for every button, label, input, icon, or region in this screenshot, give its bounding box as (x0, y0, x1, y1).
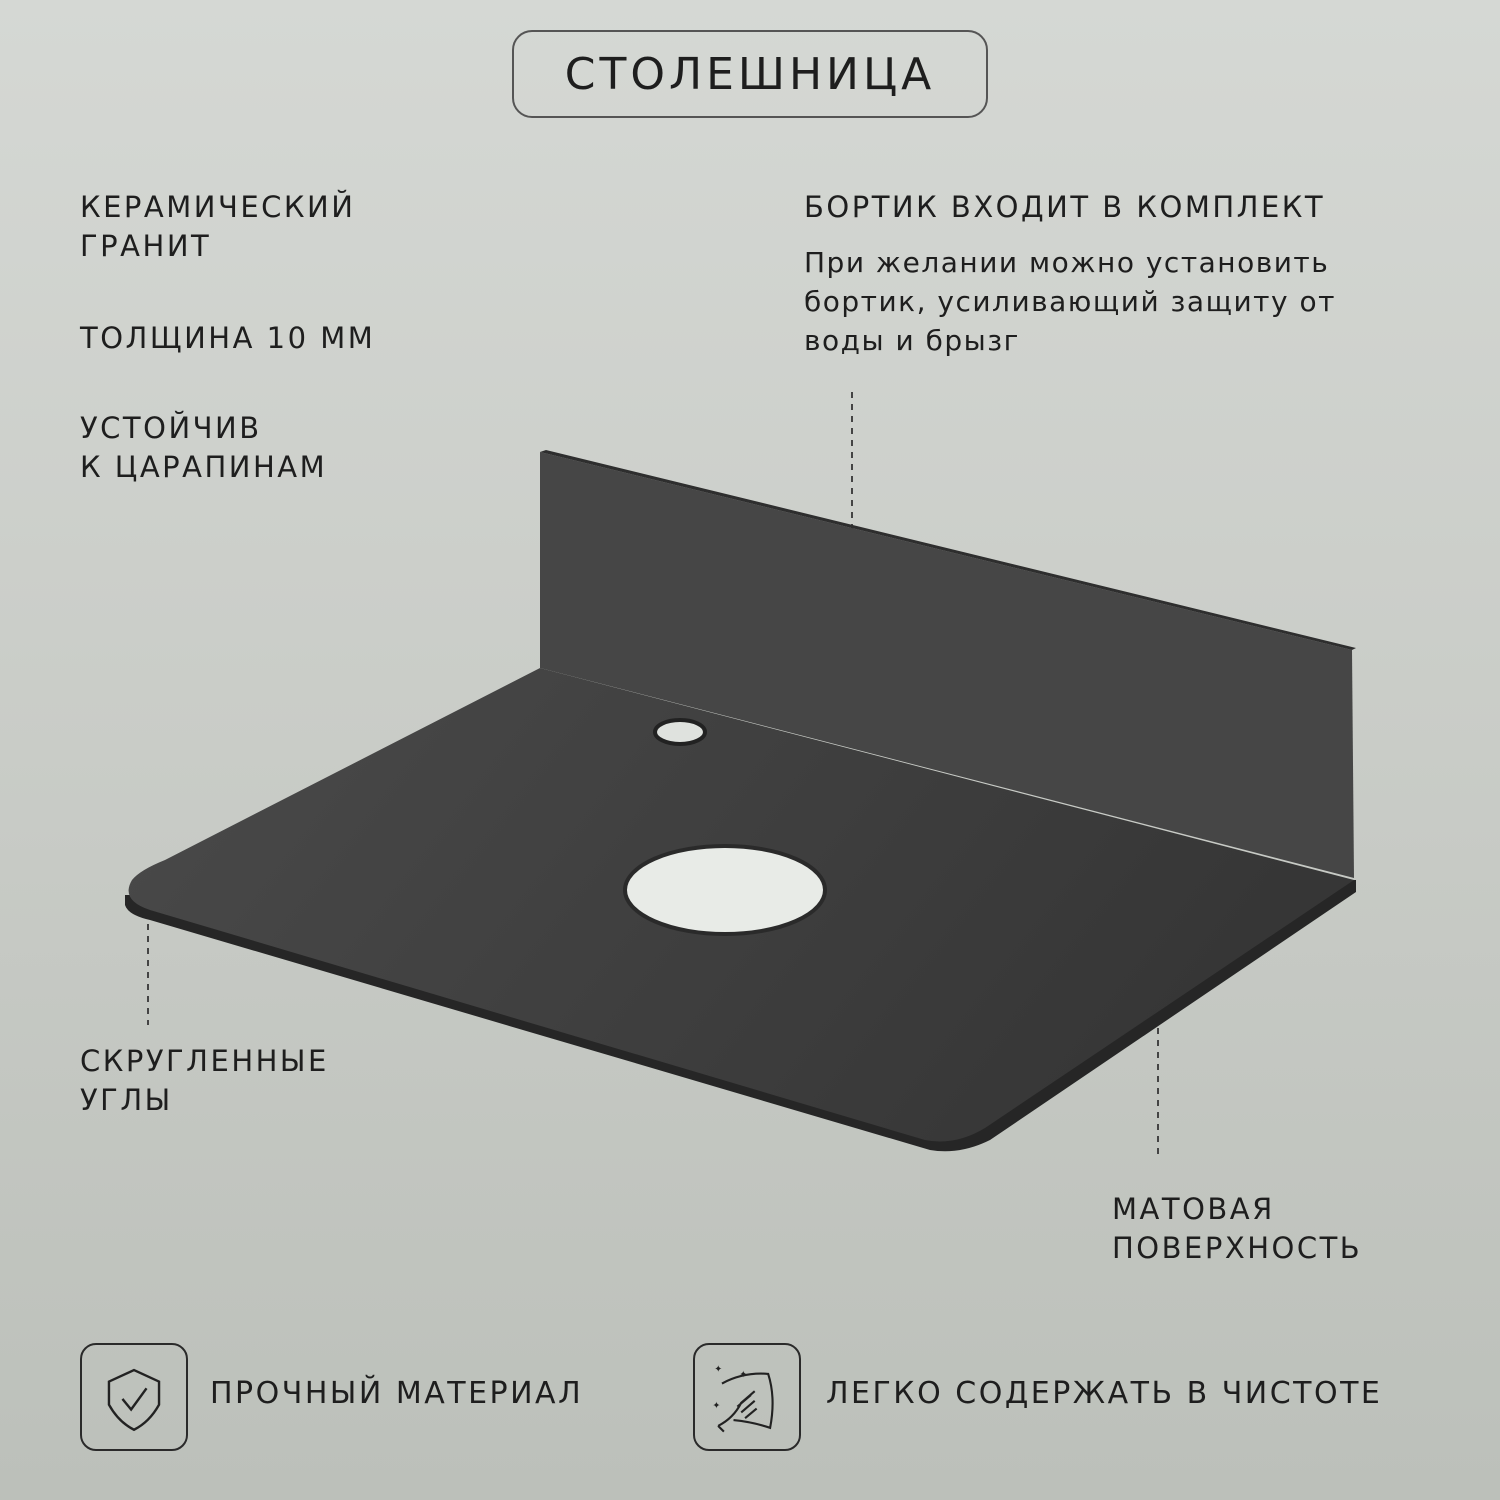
scratch-line: УСТОЙЧИВ (80, 411, 262, 445)
faucet-hole (655, 720, 705, 744)
hand-cloth-icon (693, 1343, 801, 1451)
page-title: СТОЛЕШНИЦА (512, 30, 988, 118)
desc-line: При желании можно установить (804, 246, 1330, 279)
svg-text:✦: ✦ (714, 1363, 723, 1375)
material-line: КЕРАМИЧЕСКИЙ (80, 190, 356, 224)
backsplash-title: БОРТИК ВХОДИТ В КОМПЛЕКТ (804, 190, 1326, 224)
corners-line: УГЛЫ (80, 1083, 173, 1117)
corners-line: СКРУГЛЕННЫЕ (80, 1044, 329, 1078)
svg-text:✦: ✦ (739, 1369, 748, 1381)
scratch-line: К ЦАРАПИНАМ (80, 450, 328, 484)
material-line: ГРАНИТ (80, 229, 212, 263)
feature-label: ПРОЧНЫЙ МАТЕРИАЛ (210, 1376, 584, 1411)
desc-line: бортик, усиливающий защиту от (804, 285, 1336, 318)
sink-hole (625, 846, 825, 934)
desc-line: воды и брызг (804, 324, 1020, 357)
thickness-label: ТОЛЩИНА 10 ММ (80, 321, 376, 355)
surface-line: МАТОВАЯ (1112, 1192, 1275, 1226)
shield-check-icon (80, 1343, 188, 1451)
feature-label: ЛЕГКО СОДЕРЖАТЬ В ЧИСТОТЕ (826, 1376, 1383, 1411)
surface-line: ПОВЕРХНОСТЬ (1112, 1231, 1363, 1265)
svg-text:✦: ✦ (712, 1400, 721, 1412)
